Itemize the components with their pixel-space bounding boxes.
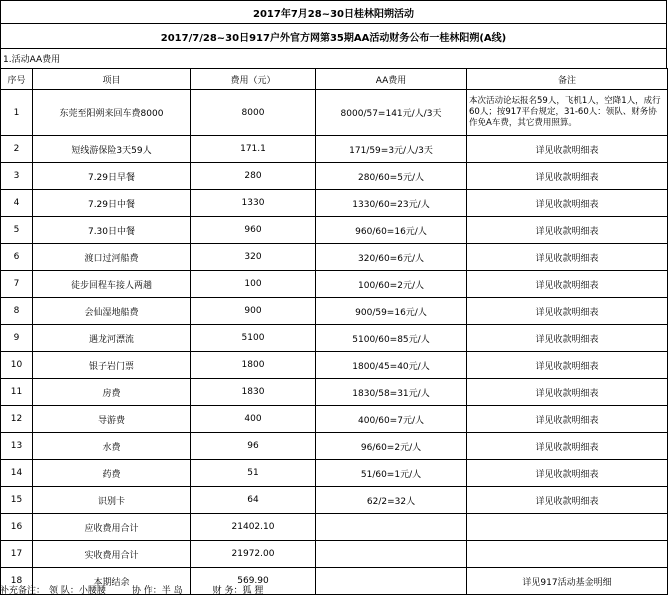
row-note: 详见收款明细表: [467, 352, 668, 379]
row-item: 会仙湿地船费: [33, 298, 191, 325]
row-note: 详见917活动基金明细: [467, 568, 668, 595]
row-cost: 960: [191, 217, 316, 244]
row-cost: 5100: [191, 325, 316, 352]
row-number: 2: [1, 136, 33, 163]
row-number: 12: [1, 406, 33, 433]
header-item: 项目: [33, 69, 191, 90]
row-note: 详见收款明细表: [467, 136, 668, 163]
row-cost: 64: [191, 487, 316, 514]
row-item: 房费: [33, 379, 191, 406]
row-item: 7.29日早餐: [33, 163, 191, 190]
row-note: [467, 541, 668, 568]
row-note: 详见收款明细表: [467, 298, 668, 325]
table-header-row: [1, 69, 668, 90]
row-number: 17: [1, 541, 33, 568]
section-label: 1.活动AA费用: [0, 48, 667, 69]
row-number: 11: [1, 379, 33, 406]
row-note: 详见收款明细表: [467, 379, 668, 406]
row-item: 应收费用合计: [33, 514, 191, 541]
table-row: [1, 298, 668, 325]
row-aa-cost: 900/59=16元/人: [316, 298, 467, 325]
row-aa-cost: 5100/60=85元/人: [316, 325, 467, 352]
table-row: [1, 244, 668, 271]
table-row: [1, 217, 668, 244]
header-no: 序号: [1, 69, 33, 90]
sheet-title: 2017年7月28~30日桂林阳朔活动: [0, 0, 667, 24]
row-number: 14: [1, 460, 33, 487]
row-item: 遇龙河漂流: [33, 325, 191, 352]
expense-table: [0, 68, 668, 595]
row-cost: 8000: [191, 90, 316, 136]
header-note: 备注: [467, 69, 668, 90]
footer-leader: 领 队：小腰腰: [49, 585, 106, 596]
row-cost: 96: [191, 433, 316, 460]
row-item: 7.29日中餐: [33, 190, 191, 217]
row-item: 短线游保险3天59人: [33, 136, 191, 163]
row-number: 3: [1, 163, 33, 190]
row-cost: 21972.00: [191, 541, 316, 568]
footer-assist: 协 作：半 岛: [131, 585, 183, 596]
row-aa-cost: 96/60=2元/人: [316, 433, 467, 460]
row-number: 10: [1, 352, 33, 379]
row-aa-cost: [316, 541, 467, 568]
row-cost: 900: [191, 298, 316, 325]
row-aa-cost: 960/60=16元/人: [316, 217, 467, 244]
row-item: 导游费: [33, 406, 191, 433]
row-note: 详见收款明细表: [467, 244, 668, 271]
row-cost: 171.1: [191, 136, 316, 163]
row-note: 详见收款明细表: [467, 406, 668, 433]
row-cost: 320: [191, 244, 316, 271]
row-note: 详见收款明细表: [467, 190, 668, 217]
footer-label: 补充备注：: [0, 585, 46, 596]
table-row: [1, 541, 668, 568]
row-note: 详见收款明细表: [467, 433, 668, 460]
row-number: 15: [1, 487, 33, 514]
header-cost: 费用（元）: [191, 69, 316, 90]
row-cost: 400: [191, 406, 316, 433]
row-number: 5: [1, 217, 33, 244]
row-number: 18: [1, 568, 33, 595]
row-item: 银子岩门票: [33, 352, 191, 379]
row-number: 7: [1, 271, 33, 298]
row-cost: 1800: [191, 352, 316, 379]
table-body: [1, 90, 668, 595]
header-aa: AA费用: [316, 69, 467, 90]
row-item: 7.30日中餐: [33, 217, 191, 244]
table-row: [1, 190, 668, 217]
table-row: [1, 514, 668, 541]
row-aa-cost: 51/60=1元/人: [316, 460, 467, 487]
table-row: [1, 460, 668, 487]
row-item: 药费: [33, 460, 191, 487]
table-row: [1, 433, 668, 460]
row-note: [467, 514, 668, 541]
row-number: 13: [1, 433, 33, 460]
row-number: 4: [1, 190, 33, 217]
row-cost: 51: [191, 460, 316, 487]
row-item: 东莞至阳朔来回车费8000: [33, 90, 191, 136]
table-row: [1, 163, 668, 190]
table-row: [1, 90, 668, 136]
row-aa-cost: 1330/60=23元/人: [316, 190, 467, 217]
table-row: [1, 136, 668, 163]
table-row: [1, 352, 668, 379]
row-note: 详见收款明细表: [467, 271, 668, 298]
row-aa-cost: 320/60=6元/人: [316, 244, 467, 271]
row-aa-cost: 280/60=5元/人: [316, 163, 467, 190]
row-cost: 21402.10: [191, 514, 316, 541]
row-number: 6: [1, 244, 33, 271]
row-aa-cost: 400/60=7元/人: [316, 406, 467, 433]
row-number: 8: [1, 298, 33, 325]
table-row: [1, 325, 668, 352]
row-item: 识别卡: [33, 487, 191, 514]
table-row: [1, 379, 668, 406]
row-aa-cost: 1830/58=31元/人: [316, 379, 467, 406]
row-note: 详见收款明细表: [467, 325, 668, 352]
row-aa-cost: 100/60=2元/人: [316, 271, 467, 298]
row-aa-cost: 1800/45=40元/人: [316, 352, 467, 379]
row-note: 详见收款明细表: [467, 163, 668, 190]
footer-finance: 财 务：狐 狸: [212, 585, 264, 596]
row-note: 详见收款明细表: [467, 487, 668, 514]
table-row: [1, 406, 668, 433]
row-item: 实收费用合计: [33, 541, 191, 568]
row-number: 9: [1, 325, 33, 352]
row-item: 徒步回程车接人两趟: [33, 271, 191, 298]
row-item: 渡口过河船费: [33, 244, 191, 271]
row-cost: 1830: [191, 379, 316, 406]
row-aa-cost: [316, 514, 467, 541]
row-cost: 1330: [191, 190, 316, 217]
table-row: [1, 271, 668, 298]
row-item: 水费: [33, 433, 191, 460]
row-number: 16: [1, 514, 33, 541]
row-cost: 569.90: [191, 568, 316, 595]
row-aa-cost: 8000/57=141元/人/3天: [316, 90, 467, 136]
row-aa-cost: 62/2=32人: [316, 487, 467, 514]
row-note: 详见收款明细表: [467, 460, 668, 487]
row-note: 详见收款明细表: [467, 217, 668, 244]
sheet-subtitle: 2017/7/28~30日917户外官方网第35期AA活动财务公布一桂林阳朔(A线): [0, 23, 667, 49]
row-cost: 100: [191, 271, 316, 298]
row-cost: 280: [191, 163, 316, 190]
footer-remarks: [0, 579, 667, 599]
row-aa-cost: 171/59=3元/人/3天: [316, 136, 467, 163]
row-note: 本次活动论坛报名59人，飞机1人，空降1人，成行60人；按917平台规定，31-60人：领队、财务协作免A车费，其它费用照算。: [467, 90, 668, 136]
row-item: 本期结余: [33, 568, 191, 595]
row-number: 1: [1, 90, 33, 136]
table-row: [1, 487, 668, 514]
